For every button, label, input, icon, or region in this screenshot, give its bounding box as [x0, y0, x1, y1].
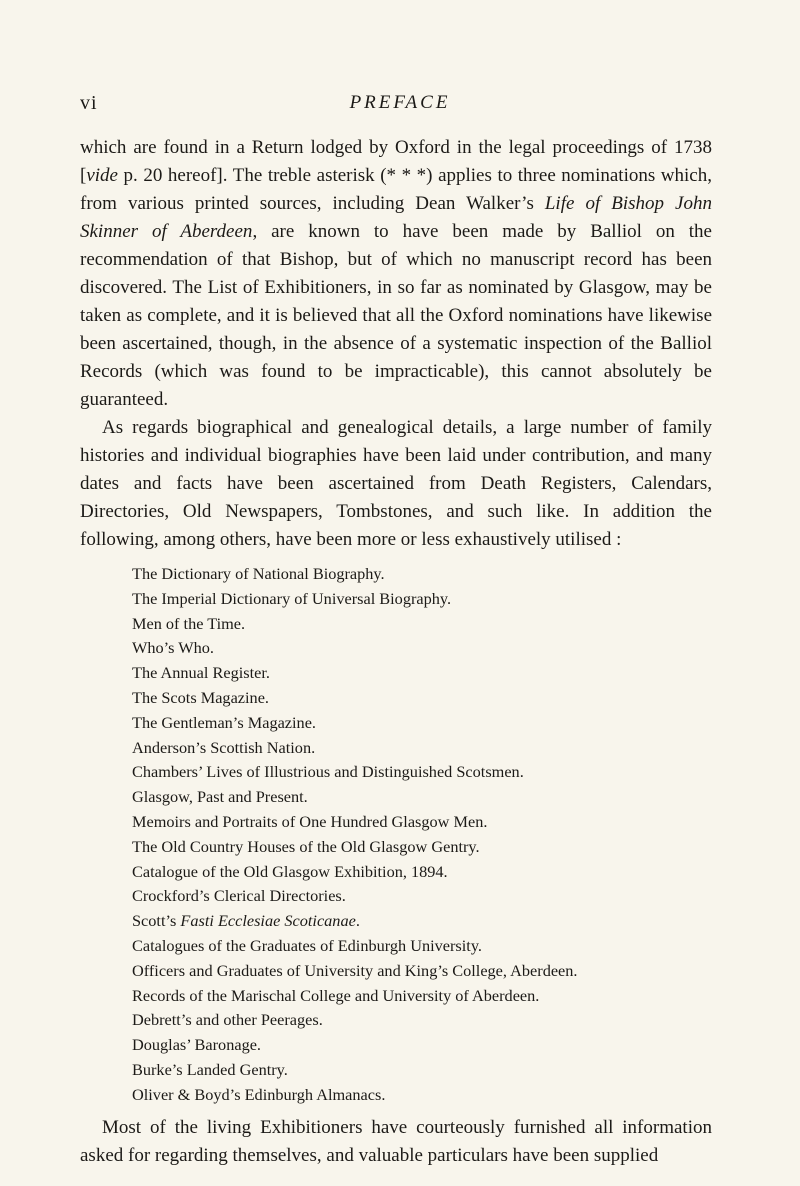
source-item: Burke’s Landed Gentry. [132, 1059, 288, 1079]
source-item: Memoirs and Portraits of One Hundred Glasgow Men. [132, 811, 488, 831]
source-item: Oliver & Boyd’s Edinburgh Almanacs. [132, 1084, 386, 1104]
source-item: The Scots Magazine. [132, 687, 269, 707]
running-title: PREFACE [349, 92, 451, 113]
sources-list [132, 562, 712, 1108]
paragraph-2: As regards biographical and genealogical details, a large number of family histories and individual biographies have been laid under contribution, and many dates and facts have been ascertained from Death Registers, Calendars, Directories, Old Newspapers, Tombstones, and such like. In addition the following, among others, have been more or less exhaustively utilised : [80, 417, 712, 550]
source-item: The Annual Register. [132, 663, 270, 683]
page-body [80, 134, 712, 1170]
para1-text-c: , are known to have been made by Balliol on the recommendation of that Bishop, but of which no manuscript record has been discovered. The List of Exhibitioners, in so far as nominated by Glasgow, may be taken as complete, and it is believed that all the Oxford nominations have likewise been ascertained, though, in the absence of a systematic inspection of the Balliol Records (which was found to be impracticable), this cannot absolutely be guaranteed. [80, 221, 712, 410]
paragraph-1 [80, 134, 712, 414]
source-item: Who’s Who. [132, 638, 215, 658]
source-italic-title: Fasti Ecclesiae Scoticanae [180, 911, 356, 931]
source-item: Scott’s Fasti Ecclesiae Scoticanae. [132, 911, 360, 931]
source-item: Douglas’ Baronage. [132, 1035, 262, 1055]
source-item: Crockford’s Clerical Directories. [132, 886, 346, 906]
source-item: Chambers’ Lives of Illustrious and Distinguished Scotsmen. [132, 762, 524, 782]
paragraph-3: Most of the living Exhibitioners have courteously furnished all information asked for regarding themselves, and valuable particulars have been supplied [80, 1116, 712, 1166]
source-item: Officers and Graduates of University and King’s College, Aberdeen. [132, 960, 578, 980]
para1-vide: vide [86, 165, 118, 186]
source-item: Catalogues of the Graduates of Edinburgh University. [132, 935, 482, 955]
source-item: Anderson’s Scottish Nation. [132, 737, 316, 757]
source-item: Catalogue of the Old Glasgow Exhibition, 1894. [132, 861, 448, 881]
source-item: Records of the Marischal College and University of Aberdeen. [132, 985, 540, 1005]
page-number: vi [80, 92, 98, 114]
source-item: The Gentleman’s Magazine. [132, 712, 316, 732]
para1-text-a: which are found in a Return lodged by Oxford in the legal proceedings of 1738 [ [80, 137, 712, 186]
source-item: The Dictionary of National Biography. [132, 564, 385, 583]
source-item: The Old Country Houses of the Old Glasgow Gentry. [132, 836, 480, 856]
source-item: Glasgow, Past and Present. [132, 787, 308, 807]
para1-text-b: p. 20 hereof]. The treble asterisk (* * *) applies to three nominations which, from various printed sources, including Dean Walker’s [80, 165, 712, 214]
source-item: Men of the Time. [132, 613, 246, 633]
source-item: The Imperial Dictionary of Universal Biography. [132, 588, 452, 608]
book-title-life-of-bishop-skinner: Life of Bishop John Skinner of Aberdeen [80, 193, 712, 242]
source-item: Debrett’s and other Peerages. [132, 1010, 323, 1030]
